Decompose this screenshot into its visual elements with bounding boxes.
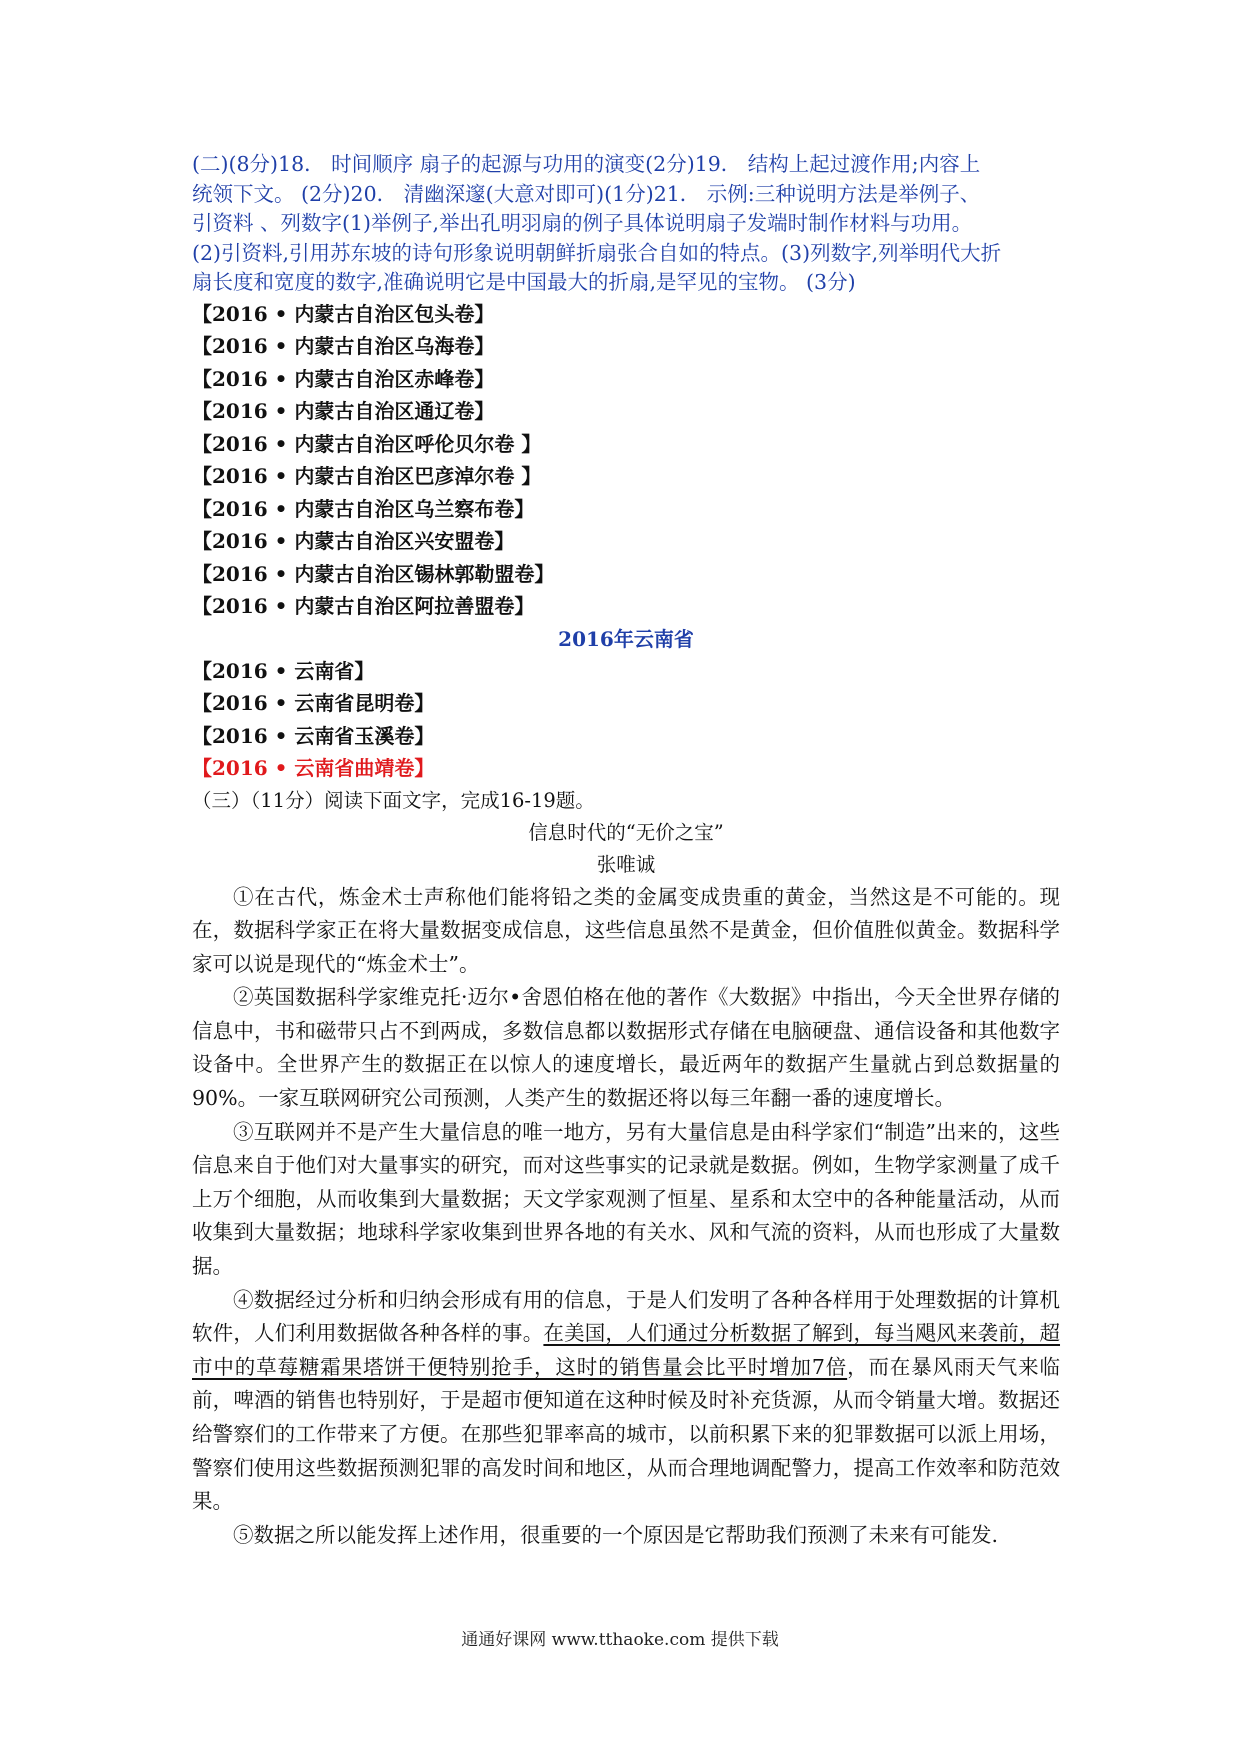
section-header: 【2016 • 内蒙古自治区兴安盟卷】 — [192, 529, 515, 553]
answer-line: 统领下文。 (2分)20． 清幽深邃(大意对即可)(1分)21． 示例:三种说明方法是举例子、 — [192, 181, 981, 206]
paragraph-text: ④数据经过分析和归纳会形成有用的信息，于是人们发明了各种各样用于处理数据的计算机软件，人们利用数据做各种各样的事。 — [192, 1287, 1060, 1346]
article-author: 张唯诚 — [596, 852, 656, 876]
yunnan-section-title: 2016年云南省 — [558, 626, 694, 651]
question-intro: （三）（11分）阅读下面文字，完成16-19题。 — [192, 788, 595, 812]
answer-line: 扇长度和宽度的数字,准确说明它是中国最大的折扇,是罕见的宝物。 (3分) — [192, 270, 856, 294]
answer-line: (二)(8分)18． 时间顺序 扇子的起源与功用的演变(2分)19． 结构上起过渡作用;内容上 — [192, 152, 981, 176]
article-paragraph — [192, 1284, 1060, 1519]
article-title: 信息时代的“无价之宝” — [528, 820, 724, 844]
section-header: 【2016 • 云南省】 — [192, 658, 375, 683]
article-paragraph: ①在古代，炼金术士声称他们能将铅之类的金属变成贵重的黄金，当然这是不可能的。现在，数据科学家正在将大量数据变成信息，这些信息虽然不是黄金，但价值胜似黄金。数据科学家可以说是现代的“炼金术士”。 — [192, 884, 1060, 976]
section-header: 【2016 • 内蒙古自治区乌兰察布卷】 — [192, 496, 535, 521]
section-header: 【2016 • 内蒙古自治区通辽卷】 — [192, 399, 495, 423]
article-paragraph: ⑤数据之所以能发挥上述作用，很重要的一个原因是它帮助我们预测了未来有可能发. — [233, 1522, 999, 1547]
answer-block — [192, 150, 1060, 298]
underlined-sentence: 在美国，人们通过分析数据了解到，每当飓风来袭前，超市中的草莓糖霜果塔饼干便特别抢手，这时的销售量会比平时增加7倍 — [192, 1321, 1061, 1379]
article-paragraph: ②英国数据科学家维克托·迈尔•舍恩伯格在他的著作《大数据》中指出，今天全世界存储的信息中，书和磁带只占不到两成，多数信息都以数据形式存储在电脑硬盘、通信设备和其他数字设备中。全世界产生的数据正在以惊人的速度增长，最近两年的数据产生量就占到总数据量的90%。一家互联网研究公司预测，人类产生的数据还将以每三年翻一番的速度增长。 — [192, 985, 1060, 1111]
paragraph-text: ，而在暴风雨天气来临前，啤酒的销售也特别好，于是超市便知道在这种时候及时补充货源，从而令销量大增。数据还给警察们的工作带来了方便。在那些犯罪率高的城市，以前积累下来的犯罪数据可以派上用场，警察们使用这些数据预测犯罪的高发时间和地区，从而合理地调配警力，提高工作效率和防范效果。 — [192, 1354, 1061, 1514]
section-header-highlight: 【2016 • 云南省曲靖卷】 — [192, 756, 435, 780]
section-header: 【2016 • 内蒙古自治区锡林郭勒盟卷】 — [192, 561, 555, 586]
document-page — [192, 150, 1060, 1552]
article-paragraph: ③互联网并不是产生大量信息的唯一地方，另有大量信息是由科学家们“制造”出来的，这些信息来自于他们对大量事实的研究，而对这些事实的记录就是数据。例如，生物学家测量了成千上万个细胞，从而收集到大量数据；天文学家观测了恒星、星系和太空中的各种能量活动，从而收集到大量数据；地球科学家收集到世界各地的有关水、风和气流的资料，从而也形成了大量数据。 — [192, 1119, 1060, 1279]
section-header: 【2016 • 内蒙古自治区阿拉善盟卷】 — [192, 594, 535, 618]
inner-mongolia-headers — [192, 298, 1060, 623]
page-footer: 通通好课网 www.tthaoke.com 提供下载 — [461, 1630, 779, 1650]
section-header: 【2016 • 云南省玉溪卷】 — [192, 723, 435, 748]
answer-line: (2)引资料,引用苏东坡的诗句形象说明朝鲜折扇张合自如的特点。(3)列数字,列举明代大折 — [192, 240, 1002, 265]
yunnan-headers — [192, 655, 1060, 785]
section-header: 【2016 • 内蒙古自治区乌海卷】 — [192, 334, 495, 358]
section-header: 【2016 • 内蒙古自治区包头卷】 — [192, 301, 495, 326]
section-header: 【2016 • 内蒙古自治区赤峰卷】 — [192, 366, 495, 391]
answer-line: 引资料 、列数字(1)举例子,举出孔明羽扇的例子具体说明扇子发端时制作材料与功用。 — [192, 211, 973, 235]
section-header: 【2016 • 内蒙古自治区呼伦贝尔卷 】 — [192, 431, 542, 456]
section-header: 【2016 • 云南省昆明卷】 — [192, 691, 435, 715]
section-header: 【2016 • 内蒙古自治区巴彦淖尔卷 】 — [192, 464, 542, 488]
